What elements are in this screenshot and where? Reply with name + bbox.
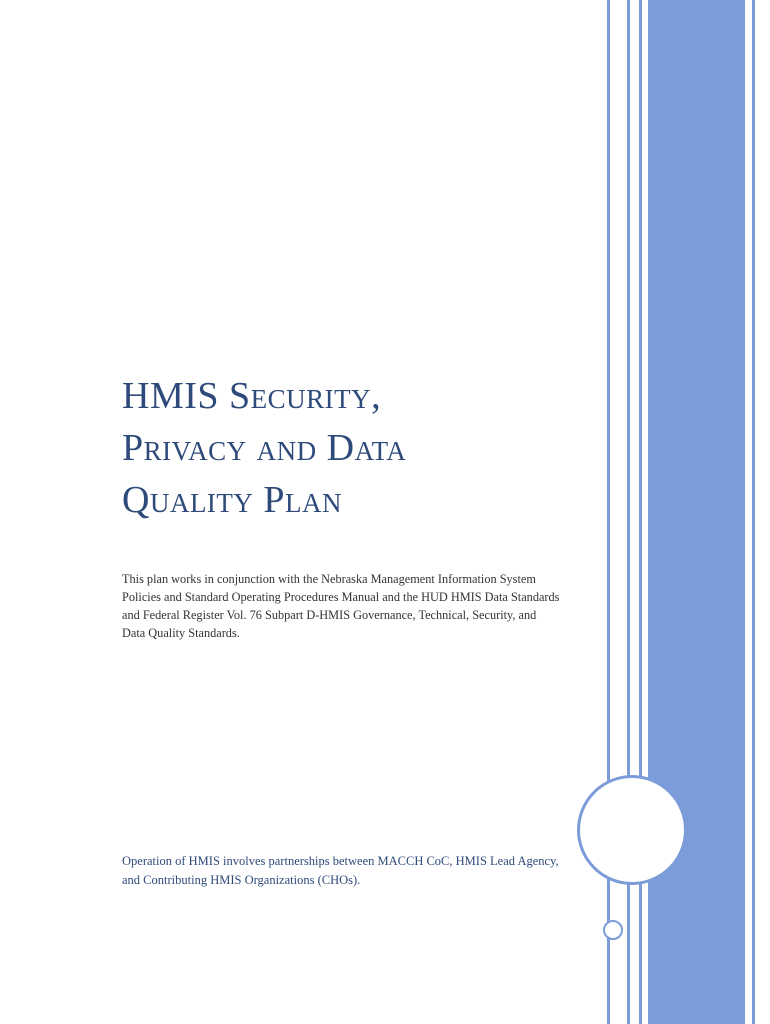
operation-note: Operation of HMIS involves partnerships between MACCH CoC, HMIS Lead Agency, and Contributing HMIS Organizations (CHOs).: [122, 854, 559, 887]
decorative-line-4: [752, 0, 755, 1024]
decorative-circle-large: [577, 775, 687, 885]
title-line-2: Privacy and Data: [122, 427, 407, 469]
title-line-1: HMIS Security,: [122, 375, 382, 417]
title-line-3: Quality Plan: [122, 479, 343, 521]
document-title: [122, 370, 562, 526]
document-description: This plan works in conjunction with the Nebraska Management Information System Policies and Standard Operating Procedures Manual and the HUD HMIS Data Standards and Federal Register Vol. 76 Subpart D-HMIS Governance, Technical, Security, and Data Quality Standards.: [122, 572, 560, 640]
decorative-circle-small: [603, 920, 623, 940]
